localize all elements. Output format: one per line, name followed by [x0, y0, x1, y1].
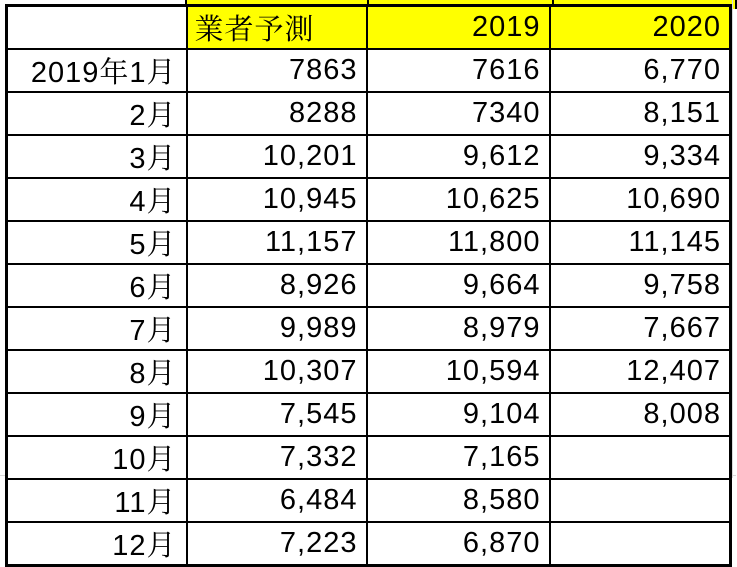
value-2019-cell: 7340 — [367, 92, 550, 135]
table-row-may — [7, 221, 731, 264]
month-cell: 9月 — [7, 393, 187, 436]
value-2020-cell: 10,690 — [550, 178, 731, 221]
forecast-cell: 10,307 — [187, 350, 367, 393]
month-cell: 12月 — [7, 522, 187, 566]
table-row-jul — [7, 307, 731, 350]
value-2020-cell: 9,334 — [550, 135, 731, 178]
forecast-cell: 7,545 — [187, 393, 367, 436]
table-row-aug — [7, 350, 731, 393]
value-2020-cell — [550, 522, 731, 566]
table-row-apr — [7, 178, 731, 221]
value-2019-cell: 9,612 — [367, 135, 550, 178]
table-row-sep — [7, 393, 731, 436]
value-2019-cell: 8,979 — [367, 307, 550, 350]
forecast-cell: 10,201 — [187, 135, 367, 178]
value-2019-cell: 10,625 — [367, 178, 550, 221]
header-cell-2019: 2019 — [367, 6, 550, 50]
value-2020-cell: 8,151 — [550, 92, 731, 135]
month-cell: 4月 — [7, 178, 187, 221]
header-cell-vendor-forecast: 業者予測 — [187, 6, 367, 50]
month-cell: 2月 — [7, 92, 187, 135]
value-2020-cell: 7,667 — [550, 307, 731, 350]
table-row-mar — [7, 135, 731, 178]
forecast-cell: 6,484 — [187, 479, 367, 522]
month-cell: 11月 — [7, 479, 187, 522]
header-cell-blank — [7, 6, 187, 50]
value-2020-cell — [550, 479, 731, 522]
forecast-cell: 10,945 — [187, 178, 367, 221]
table-row-dec — [7, 522, 731, 566]
forecast-cell: 9,989 — [187, 307, 367, 350]
table-row-nov — [7, 479, 731, 522]
data-table — [5, 4, 732, 567]
header-cell-2020: 2020 — [550, 6, 731, 50]
value-2020-cell: 12,407 — [550, 350, 731, 393]
forecast-cell: 8288 — [187, 92, 367, 135]
value-2019-cell: 9,104 — [367, 393, 550, 436]
month-cell: 8月 — [7, 350, 187, 393]
month-cell: 2019年1月 — [7, 49, 187, 92]
month-cell: 10月 — [7, 436, 187, 479]
value-2020-cell: 11,145 — [550, 221, 731, 264]
forecast-cell: 8,926 — [187, 264, 367, 307]
value-2019-cell: 7,165 — [367, 436, 550, 479]
month-cell: 5月 — [7, 221, 187, 264]
value-2019-cell: 10,594 — [367, 350, 550, 393]
value-2019-cell: 6,870 — [367, 522, 550, 566]
value-2019-cell: 11,800 — [367, 221, 550, 264]
sheet-gridline-vertical — [732, 0, 733, 478]
month-cell: 6月 — [7, 264, 187, 307]
value-2020-cell — [550, 436, 731, 479]
table-row-jun — [7, 264, 731, 307]
value-2019-cell: 9,664 — [367, 264, 550, 307]
forecast-cell: 7,332 — [187, 436, 367, 479]
table-row-oct — [7, 436, 731, 479]
value-2020-cell: 6,770 — [550, 49, 731, 92]
header-row — [7, 6, 731, 50]
forecast-cell: 11,157 — [187, 221, 367, 264]
month-cell: 7月 — [7, 307, 187, 350]
value-2019-cell: 8,580 — [367, 479, 550, 522]
month-cell: 3月 — [7, 135, 187, 178]
table-row-feb — [7, 92, 731, 135]
forecast-cell: 7,223 — [187, 522, 367, 566]
forecast-cell: 7863 — [187, 49, 367, 92]
value-2020-cell: 9,758 — [550, 264, 731, 307]
table-row-jan — [7, 49, 731, 92]
value-2020-cell: 8,008 — [550, 393, 731, 436]
value-2019-cell: 7616 — [367, 49, 550, 92]
